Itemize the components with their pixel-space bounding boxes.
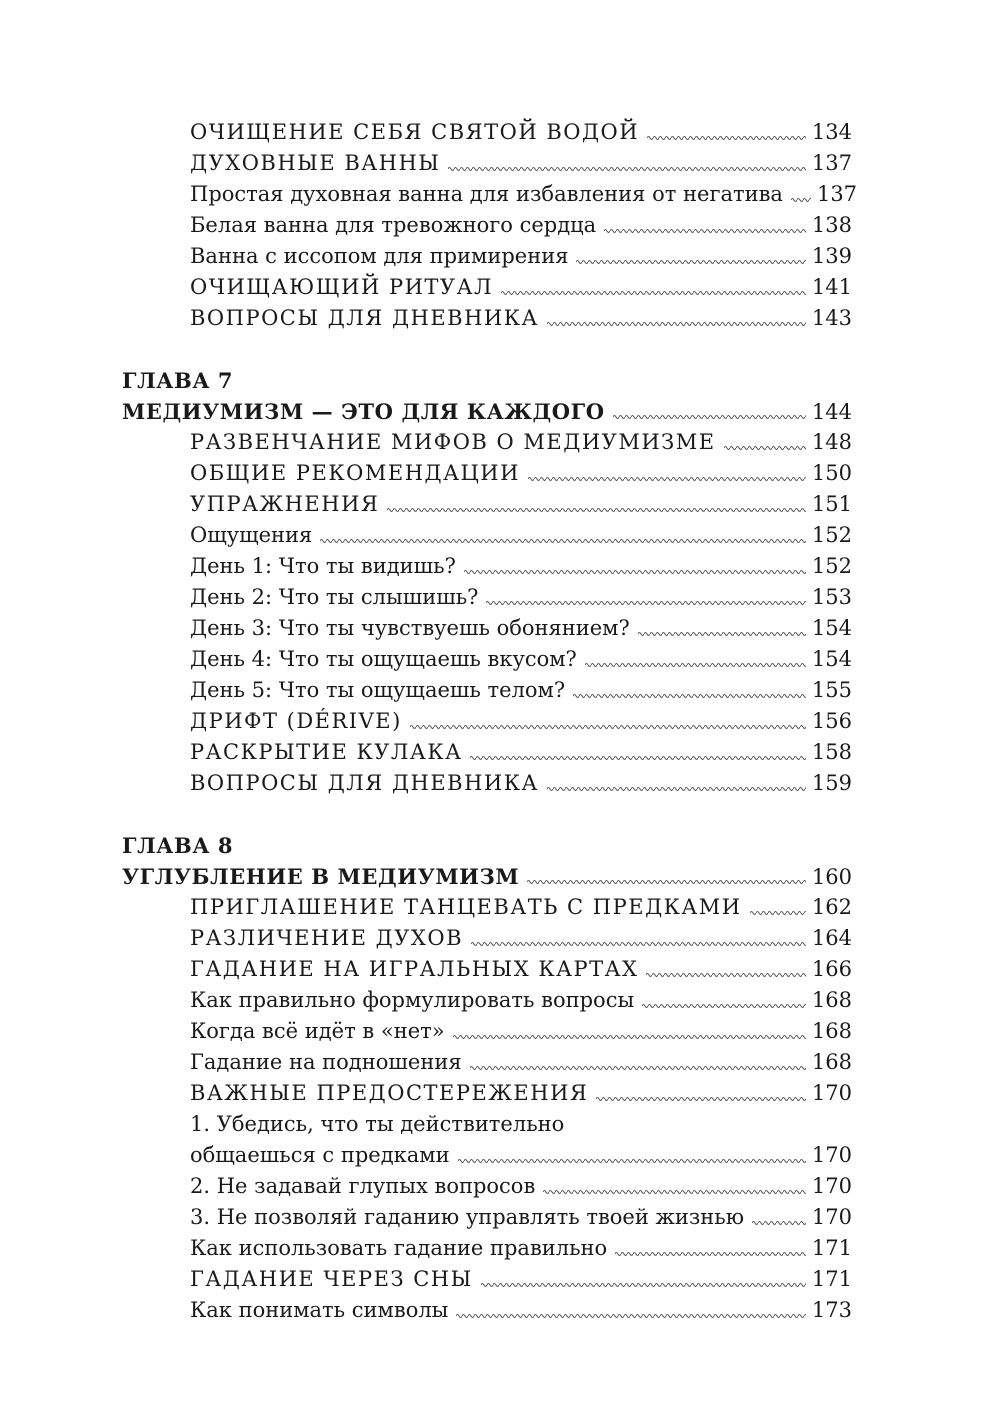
toc-page-number: 168 [811, 1050, 852, 1074]
toc-page-number: 154 [811, 616, 852, 640]
toc-entry-label: ПРИГЛАШЕНИЕ ТАНЦЕВАТЬ С ПРЕДКАМИ [190, 895, 742, 919]
toc-leader [471, 940, 806, 948]
toc-entry[interactable] [122, 954, 852, 985]
toc-entry-label: ДУХОВНЫЕ ВАННЫ [190, 151, 441, 175]
chapter-number: ГЛАВА 8 [122, 833, 234, 858]
toc-page-number: 168 [811, 1019, 852, 1043]
toc-leader [410, 723, 806, 731]
toc-entry-label: Как правильно формулировать вопросы [190, 988, 635, 1012]
toc-entry-label: День 5: Что ты ощущаешь телом? [190, 678, 566, 702]
toc-page-number: 159 [811, 771, 852, 795]
toc-entry-label: 3. Не позволяй гаданию управлять твоей жизнью [190, 1205, 744, 1229]
toc-leader [458, 1157, 806, 1165]
toc-entry-label: Как использовать гадание правильно [190, 1236, 608, 1260]
toc-entry-label: ГАДАНИЕ НА ИГРАЛЬНЫХ КАРТАХ [190, 957, 639, 981]
toc-leader [547, 785, 806, 793]
chapter-title-entry[interactable] [122, 861, 852, 892]
toc-page-number: 171 [811, 1267, 852, 1291]
toc-page-number: 148 [811, 430, 852, 454]
chapter-title: УГЛУБЛЕНИЕ В МЕДИУМИЗМ [122, 864, 520, 889]
toc-entry-label: День 3: Что ты чувствуешь обонянием? [190, 616, 630, 640]
toc-entry[interactable] [122, 737, 852, 768]
toc-entry-label: День 4: Что ты ощущаешь вкусом? [190, 647, 577, 671]
toc-entry-label: День 2: Что ты слышишь? [190, 585, 479, 609]
toc-page-number: 143 [811, 306, 852, 330]
toc-entry[interactable] [122, 706, 852, 737]
toc-entry[interactable] [122, 1202, 852, 1233]
toc-entry[interactable] [122, 241, 852, 272]
toc-page-number: 164 [811, 926, 852, 950]
toc-page-number: 170 [811, 1143, 852, 1167]
toc-page-number: 138 [811, 213, 852, 237]
toc-entry-label: Простая духовная ванна для избавления от негатива [190, 182, 783, 206]
toc-leader [750, 909, 806, 917]
toc-leader [387, 506, 806, 514]
toc-entry-label: РАЗВЕНЧАНИЕ МИФОВ О МЕДИУМИЗМЕ [190, 430, 716, 454]
toc-entry[interactable] [122, 1264, 852, 1295]
toc-entry[interactable] [122, 675, 852, 706]
toc-entry[interactable] [122, 551, 852, 582]
toc-entry[interactable] [122, 427, 852, 458]
toc-page-number: 150 [811, 461, 852, 485]
toc-entry-label: ОЧИЩЕНИЕ СЕБЯ СВЯТОЙ ВОДОЙ [190, 120, 640, 144]
toc-entry-label: 1. Убедись, что ты действительно [190, 1112, 565, 1136]
toc-page-number: 151 [811, 492, 852, 516]
toc-entry[interactable] [122, 1171, 852, 1202]
toc-leader [527, 878, 806, 886]
toc-leader [573, 692, 806, 700]
toc-leader [501, 289, 806, 297]
toc-page-number: 134 [811, 120, 852, 144]
toc-entry-label: общаешься с предками [190, 1143, 450, 1167]
toc-page-number: 152 [811, 554, 852, 578]
toc-entry[interactable] [122, 892, 852, 923]
toc-entry-label: Гадание на подношения [190, 1050, 462, 1074]
toc-leader [448, 165, 805, 173]
toc-entry[interactable] [122, 644, 852, 675]
toc-entry[interactable] [122, 1295, 852, 1326]
toc-leader [604, 227, 806, 235]
toc-entry[interactable] [122, 520, 852, 551]
toc-leader [456, 1312, 806, 1320]
toc-leader [486, 599, 805, 607]
toc-leader [576, 258, 805, 266]
toc-entry[interactable] [122, 117, 852, 148]
toc-page-number: 156 [811, 709, 852, 733]
toc-entry[interactable] [122, 985, 852, 1016]
toc-page-number: 158 [811, 740, 852, 764]
toc-entry-label: Белая ванна для тревожного сердца [190, 213, 597, 237]
table-of-contents [122, 117, 858, 1326]
toc-leader [464, 568, 806, 576]
toc-entry-label: ВОПРОСЫ ДЛЯ ДНЕВНИКА [190, 306, 539, 330]
toc-entry[interactable] [122, 613, 852, 644]
chapter-number: ГЛАВА 7 [122, 368, 234, 393]
toc-entry-label: РАСКРЫТИЕ КУЛАКА [190, 740, 463, 764]
toc-page-number: 160 [811, 865, 852, 889]
toc-entry-label: 2. Не задавай глупых вопросов [190, 1174, 536, 1198]
toc-entry-label: ОЧИЩАЮЩИЙ РИТУАЛ [190, 275, 494, 299]
chapter-title: МЕДИУМИЗМ — ЭТО ДЛЯ КАЖДОГО [122, 399, 605, 424]
toc-entry[interactable] [122, 1078, 852, 1109]
toc-leader [638, 630, 806, 638]
chapter-title-entry[interactable] [122, 396, 852, 427]
toc-leader [547, 320, 806, 328]
toc-entry[interactable] [122, 1140, 852, 1171]
toc-leader [320, 537, 806, 545]
toc-page-number: 141 [811, 275, 852, 299]
toc-entry[interactable] [122, 1233, 852, 1264]
toc-page-number: 166 [811, 957, 852, 981]
toc-entry[interactable] [122, 923, 852, 954]
toc-entry-label: Когда всё идёт в «нет» [190, 1019, 445, 1043]
toc-leader [724, 444, 806, 452]
section-gap [122, 334, 852, 365]
toc-leader [615, 1250, 806, 1258]
toc-entry[interactable] [122, 179, 858, 210]
toc-entry[interactable] [122, 1047, 852, 1078]
toc-leader [453, 1033, 806, 1041]
toc-leader [543, 1188, 806, 1196]
toc-leader [528, 475, 806, 483]
toc-entry-label: ОБЩИЕ РЕКОМЕНДАЦИИ [190, 461, 520, 485]
toc-entry-label: ДРИФТ (DÉRIVE) [190, 709, 402, 733]
toc-leader [752, 1219, 806, 1227]
toc-page-number: 137 [811, 151, 852, 175]
toc-page-number: 139 [811, 244, 852, 268]
toc-leader [596, 1095, 806, 1103]
toc-entry-label: Ощущения [190, 523, 313, 547]
toc-entry-label: Ванна с иссопом для примирения [190, 244, 569, 268]
toc-leader [585, 661, 806, 669]
toc-entry[interactable] [122, 489, 852, 520]
toc-leader [646, 971, 805, 979]
toc-leader [613, 413, 806, 421]
toc-page-number: 162 [811, 895, 852, 919]
toc-page-number: 173 [811, 1298, 852, 1322]
toc-leader [470, 1064, 806, 1072]
toc-leader [642, 1002, 806, 1010]
toc-entry[interactable] [122, 582, 852, 613]
toc-entry[interactable] [122, 272, 852, 303]
toc-entry[interactable] [122, 210, 852, 241]
toc-entry-label: УПРАЖНЕНИЯ [190, 492, 380, 516]
toc-entry[interactable] [122, 303, 852, 334]
toc-entry-label: РАЗЛИЧЕНИЕ ДУХОВ [190, 926, 463, 950]
toc-entry-label: ВАЖНЫЕ ПРЕДОСТЕРЕЖЕНИЯ [190, 1081, 589, 1105]
toc-page-number: 155 [811, 678, 852, 702]
toc-page-number: 153 [811, 585, 852, 609]
toc-entry-label: ГАДАНИЕ ЧЕРЕЗ СНЫ [190, 1267, 473, 1291]
toc-page-number: 168 [811, 988, 852, 1012]
toc-entry-label: ВОПРОСЫ ДЛЯ ДНЕВНИКА [190, 771, 539, 795]
section-gap [122, 799, 852, 830]
toc-leader [470, 754, 805, 762]
toc-page-number: 154 [811, 647, 852, 671]
toc-entry[interactable] [122, 1016, 852, 1047]
toc-entry-label: День 1: Что ты видишь? [190, 554, 456, 578]
toc-page-number: 152 [811, 523, 852, 547]
toc-entry[interactable] [122, 148, 852, 179]
toc-leader [647, 134, 806, 142]
toc-page-number: 170 [811, 1081, 852, 1105]
toc-page-number: 170 [811, 1205, 852, 1229]
toc-page-number: 144 [811, 400, 852, 424]
toc-entry[interactable] [122, 458, 852, 489]
toc-page-number: 137 [816, 182, 858, 206]
toc-entry-first-line[interactable] [122, 1109, 852, 1140]
toc-page-number: 171 [811, 1236, 852, 1260]
toc-entry[interactable] [122, 768, 852, 799]
toc-entry-label: Как понимать символы [190, 1298, 449, 1322]
toc-leader [481, 1281, 806, 1289]
toc-leader [791, 196, 811, 204]
toc-page-number: 170 [811, 1174, 852, 1198]
